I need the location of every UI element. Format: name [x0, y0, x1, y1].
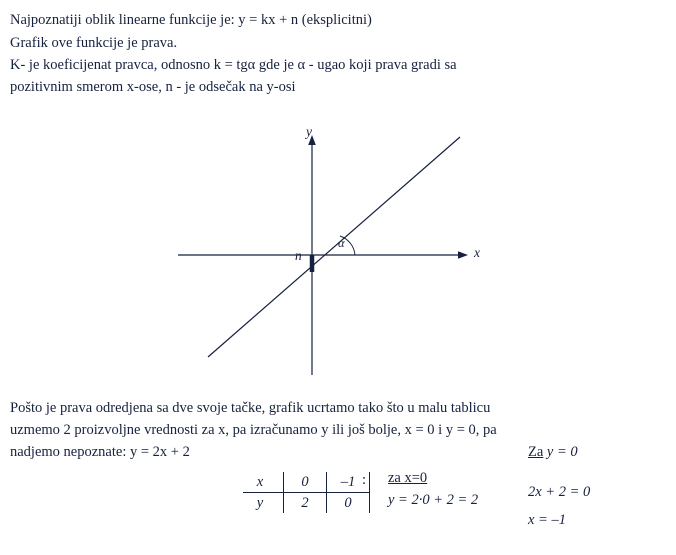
right-equation: 2x + 2 = 0: [528, 484, 591, 500]
body-line-3: nadjemo nepoznate: y = 2x + 2: [10, 444, 190, 460]
y-axis-label: y: [306, 124, 312, 139]
work-heading: za x=0: [388, 470, 428, 486]
intro-line-1: Najpoznatiji oblik linearne funkcije je: y = kx + n (eksplicitni): [10, 12, 372, 28]
n-label: n: [295, 248, 302, 263]
table-header-y: y: [243, 493, 284, 514]
intro-line-2: Grafik ove funkcije je prava.: [10, 35, 178, 51]
function-line: [208, 137, 460, 357]
linear-function-graph: [130, 125, 550, 385]
right-solution: x = –1: [528, 512, 566, 528]
x-axis-arrow: [458, 251, 468, 259]
intro-line-3: K- je koeficijenat pravca, odnosno k = tgα gde je α - ugao koji prava gradi sa: [10, 57, 457, 73]
right-heading: [528, 444, 578, 461]
body-line-1: Pošto je prava odredjena sa dve svoje tačke, grafik ucrtamo tako što u malu tablicu: [10, 400, 491, 416]
table-cell-y-1: 0: [327, 493, 370, 514]
body-line-2: uzmemo 2 proizvoljne vrednosti za x, pa izračunamo y ili još bolje, x = 0 i y = 0, pa: [10, 422, 497, 438]
value-table: [243, 472, 370, 513]
right-heading-underlined: Za: [528, 444, 544, 460]
table-cell-y-0: 2: [284, 493, 327, 514]
table-header-x: x: [243, 472, 284, 493]
table-row-x: [243, 472, 370, 493]
work-line: y = 2·0 + 2 = 2: [388, 492, 479, 508]
table-row-y: [243, 493, 370, 514]
angle-label: α: [338, 236, 345, 250]
table-cell-x-0: 0: [284, 472, 327, 493]
table-cell-x-1: –1: [327, 472, 370, 493]
separator-colon: :: [362, 472, 367, 488]
intro-line-4: pozitivnim smerom x-ose, n - je odsečak na y-osi: [10, 79, 296, 95]
right-heading-rest: y = 0: [543, 444, 578, 460]
graph-svg: [130, 125, 550, 385]
x-axis-label: x: [474, 245, 480, 260]
